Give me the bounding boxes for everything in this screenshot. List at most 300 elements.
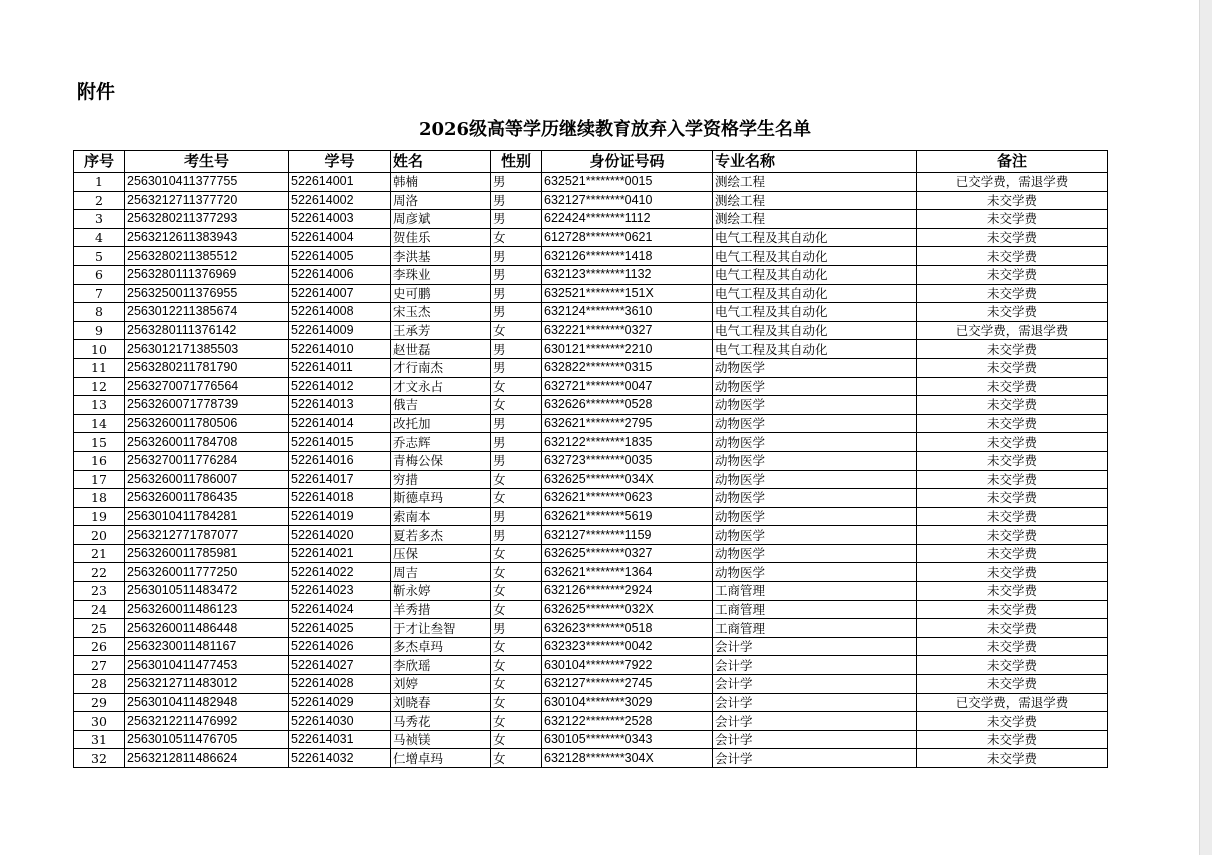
gender-cell: 男 xyxy=(491,265,542,284)
student-id-cell: 522614010 xyxy=(289,340,391,359)
exam-number-cell: 2563250011376955 xyxy=(125,284,289,303)
table-row xyxy=(74,247,1108,266)
gender-cell: 男 xyxy=(491,433,542,452)
id-card-cell: 632626********0528 xyxy=(542,396,713,415)
exam-number-cell: 2563212711483012 xyxy=(125,675,289,694)
gender-cell: 男 xyxy=(491,340,542,359)
name-cell: 乔志辉 xyxy=(391,433,491,452)
major-cell: 会计学 xyxy=(713,637,917,656)
remark-cell: 未交学费 xyxy=(917,414,1108,433)
exam-number-cell: 2563260011486448 xyxy=(125,619,289,638)
id-card-cell: 630105********0343 xyxy=(542,730,713,749)
gender-cell: 女 xyxy=(491,582,542,601)
id-card-cell: 632621********2795 xyxy=(542,414,713,433)
remark-cell: 未交学费 xyxy=(917,563,1108,582)
exam-number-cell: 2563260011786435 xyxy=(125,489,289,508)
row-number-cell: 21 xyxy=(74,544,125,563)
table-row xyxy=(74,173,1108,192)
student-id-cell: 522614024 xyxy=(289,600,391,619)
exam-number-cell: 2563270071776564 xyxy=(125,377,289,396)
major-cell: 会计学 xyxy=(713,712,917,731)
name-cell: 周彦斌 xyxy=(391,210,491,229)
row-number-cell: 9 xyxy=(74,321,125,340)
exam-number-cell: 2563212711377720 xyxy=(125,191,289,210)
table-body xyxy=(74,173,1108,768)
major-cell: 电气工程及其自动化 xyxy=(713,284,917,303)
row-number-cell: 8 xyxy=(74,303,125,322)
gender-cell: 男 xyxy=(491,526,542,545)
student-id-cell: 522614003 xyxy=(289,210,391,229)
exam-number-cell: 2563212771787077 xyxy=(125,526,289,545)
document-title: 2026级高等学历继续教育放弃入学资格学生名单 xyxy=(418,119,812,140)
student-id-cell: 522614006 xyxy=(289,265,391,284)
id-card-cell: 632123********1132 xyxy=(542,265,713,284)
exam-number-cell: 2563280111376969 xyxy=(125,265,289,284)
remark-cell: 未交学费 xyxy=(917,712,1108,731)
table-row xyxy=(74,712,1108,731)
major-cell: 动物医学 xyxy=(713,544,917,563)
name-cell: 压保 xyxy=(391,544,491,563)
row-number-cell: 7 xyxy=(74,284,125,303)
exam-number-cell: 2563270011776284 xyxy=(125,451,289,470)
id-card-cell: 632621********0623 xyxy=(542,489,713,508)
gender-cell: 女 xyxy=(491,656,542,675)
gender-cell: 男 xyxy=(491,451,542,470)
table-row xyxy=(74,321,1108,340)
student-id-cell: 522614023 xyxy=(289,582,391,601)
header-cell: 序号 xyxy=(74,151,125,173)
header-cell: 考生号 xyxy=(125,151,289,173)
remark-cell: 未交学费 xyxy=(917,433,1108,452)
header-cell: 备注 xyxy=(917,151,1108,173)
major-cell: 电气工程及其自动化 xyxy=(713,228,917,247)
major-cell: 工商管理 xyxy=(713,619,917,638)
id-card-cell: 632127********1159 xyxy=(542,526,713,545)
major-cell: 电气工程及其自动化 xyxy=(713,303,917,322)
student-id-cell: 522614013 xyxy=(289,396,391,415)
id-card-cell: 632124********3610 xyxy=(542,303,713,322)
table-row xyxy=(74,526,1108,545)
table-header-row xyxy=(74,151,1108,173)
remark-cell: 未交学费 xyxy=(917,489,1108,508)
student-id-cell: 522614026 xyxy=(289,637,391,656)
name-cell: 青梅公保 xyxy=(391,451,491,470)
exam-number-cell: 2563212211476992 xyxy=(125,712,289,731)
exam-number-cell: 2563010411482948 xyxy=(125,693,289,712)
remark-cell: 未交学费 xyxy=(917,470,1108,489)
student-id-cell: 522614016 xyxy=(289,451,391,470)
name-cell: 俄吉 xyxy=(391,396,491,415)
name-cell: 赵世磊 xyxy=(391,340,491,359)
table-row xyxy=(74,284,1108,303)
name-cell: 周洛 xyxy=(391,191,491,210)
name-cell: 李珠业 xyxy=(391,265,491,284)
student-id-cell: 522614011 xyxy=(289,358,391,377)
name-cell: 才行南杰 xyxy=(391,358,491,377)
major-cell: 工商管理 xyxy=(713,582,917,601)
header-cell: 专业名称 xyxy=(713,151,917,173)
id-card-cell: 632221********0327 xyxy=(542,321,713,340)
id-card-cell: 632623********0518 xyxy=(542,619,713,638)
exam-number-cell: 2563260011780506 xyxy=(125,414,289,433)
major-cell: 会计学 xyxy=(713,749,917,768)
remark-cell: 未交学费 xyxy=(917,191,1108,210)
student-id-cell: 522614015 xyxy=(289,433,391,452)
name-cell: 马祯镁 xyxy=(391,730,491,749)
name-cell: 夏若多杰 xyxy=(391,526,491,545)
row-number-cell: 26 xyxy=(74,637,125,656)
student-id-cell: 522614020 xyxy=(289,526,391,545)
gender-cell: 女 xyxy=(491,563,542,582)
student-id-cell: 522614025 xyxy=(289,619,391,638)
major-cell: 电气工程及其自动化 xyxy=(713,265,917,284)
remark-cell: 已交学费，需退学费 xyxy=(917,693,1108,712)
remark-cell: 未交学费 xyxy=(917,265,1108,284)
gender-cell: 女 xyxy=(491,470,542,489)
exam-number-cell: 2563260011785981 xyxy=(125,544,289,563)
row-number-cell: 28 xyxy=(74,675,125,694)
table-row xyxy=(74,507,1108,526)
name-cell: 韩楠 xyxy=(391,173,491,192)
table-row xyxy=(74,451,1108,470)
row-number-cell: 31 xyxy=(74,730,125,749)
gender-cell: 女 xyxy=(491,749,542,768)
remark-cell: 未交学费 xyxy=(917,340,1108,359)
id-card-cell: 632127********0410 xyxy=(542,191,713,210)
name-cell: 靳永婷 xyxy=(391,582,491,601)
id-card-cell: 632122********1835 xyxy=(542,433,713,452)
major-cell: 会计学 xyxy=(713,693,917,712)
table-row xyxy=(74,749,1108,768)
name-cell: 周吉 xyxy=(391,563,491,582)
major-cell: 会计学 xyxy=(713,656,917,675)
attachment-heading: 附件 xyxy=(77,81,116,103)
exam-number-cell: 2563280111376142 xyxy=(125,321,289,340)
student-id-cell: 522614017 xyxy=(289,470,391,489)
row-number-cell: 11 xyxy=(74,358,125,377)
major-cell: 动物医学 xyxy=(713,563,917,582)
student-id-cell: 522614029 xyxy=(289,693,391,712)
gender-cell: 女 xyxy=(491,544,542,563)
exam-number-cell: 2563012211385674 xyxy=(125,303,289,322)
major-cell: 动物医学 xyxy=(713,433,917,452)
major-cell: 动物医学 xyxy=(713,489,917,508)
id-card-cell: 632721********0047 xyxy=(542,377,713,396)
table-row xyxy=(74,563,1108,582)
id-card-cell: 630104********3029 xyxy=(542,693,713,712)
name-cell: 史可鹏 xyxy=(391,284,491,303)
major-cell: 会计学 xyxy=(713,730,917,749)
exam-number-cell: 2563012171385503 xyxy=(125,340,289,359)
student-id-cell: 522614028 xyxy=(289,675,391,694)
remark-cell: 未交学费 xyxy=(917,600,1108,619)
id-card-cell: 632621********1364 xyxy=(542,563,713,582)
remark-cell: 未交学费 xyxy=(917,656,1108,675)
remark-cell: 未交学费 xyxy=(917,544,1108,563)
major-cell: 工商管理 xyxy=(713,600,917,619)
gender-cell: 男 xyxy=(491,210,542,229)
row-number-cell: 16 xyxy=(74,451,125,470)
row-number-cell: 18 xyxy=(74,489,125,508)
remark-cell: 已交学费，需退学费 xyxy=(917,173,1108,192)
exam-number-cell: 2563010411784281 xyxy=(125,507,289,526)
row-number-cell: 6 xyxy=(74,265,125,284)
student-id-cell: 522614008 xyxy=(289,303,391,322)
id-card-cell: 632625********032X xyxy=(542,600,713,619)
row-number-cell: 23 xyxy=(74,582,125,601)
name-cell: 羊秀措 xyxy=(391,600,491,619)
table-row xyxy=(74,489,1108,508)
row-number-cell: 24 xyxy=(74,600,125,619)
table-row xyxy=(74,303,1108,322)
name-cell: 李洪基 xyxy=(391,247,491,266)
name-cell: 多杰卓玛 xyxy=(391,637,491,656)
name-cell: 李欣瑶 xyxy=(391,656,491,675)
remark-cell: 未交学费 xyxy=(917,396,1108,415)
major-cell: 电气工程及其自动化 xyxy=(713,340,917,359)
exam-number-cell: 2563260071778739 xyxy=(125,396,289,415)
gender-cell: 男 xyxy=(491,303,542,322)
student-id-cell: 522614019 xyxy=(289,507,391,526)
id-card-cell: 630104********7922 xyxy=(542,656,713,675)
table-row xyxy=(74,433,1108,452)
name-cell: 改托加 xyxy=(391,414,491,433)
id-card-cell: 632128********304X xyxy=(542,749,713,768)
exam-number-cell: 2563260011786007 xyxy=(125,470,289,489)
name-cell: 马秀花 xyxy=(391,712,491,731)
table-row xyxy=(74,730,1108,749)
exam-number-cell: 2563010411477453 xyxy=(125,656,289,675)
name-cell: 才文永占 xyxy=(391,377,491,396)
major-cell: 电气工程及其自动化 xyxy=(713,321,917,340)
header-cell: 性别 xyxy=(491,151,542,173)
name-cell: 刘晓春 xyxy=(391,693,491,712)
id-card-cell: 632723********0035 xyxy=(542,451,713,470)
table-row xyxy=(74,582,1108,601)
exam-number-cell: 2563212811486624 xyxy=(125,749,289,768)
student-id-cell: 522614018 xyxy=(289,489,391,508)
remark-cell: 未交学费 xyxy=(917,210,1108,229)
id-card-cell: 632822********0315 xyxy=(542,358,713,377)
gender-cell: 女 xyxy=(491,693,542,712)
exam-number-cell: 2563010511483472 xyxy=(125,582,289,601)
gender-cell: 男 xyxy=(491,414,542,433)
row-number-cell: 14 xyxy=(74,414,125,433)
gender-cell: 男 xyxy=(491,284,542,303)
remark-cell: 未交学费 xyxy=(917,582,1108,601)
row-number-cell: 20 xyxy=(74,526,125,545)
table-row xyxy=(74,619,1108,638)
remark-cell: 未交学费 xyxy=(917,377,1108,396)
gender-cell: 男 xyxy=(491,173,542,192)
name-cell: 宋玉杰 xyxy=(391,303,491,322)
id-card-cell: 632625********034X xyxy=(542,470,713,489)
id-card-cell: 632625********0327 xyxy=(542,544,713,563)
major-cell: 测绘工程 xyxy=(713,191,917,210)
name-cell: 于才让叁智 xyxy=(391,619,491,638)
name-cell: 索南本 xyxy=(391,507,491,526)
remark-cell: 未交学费 xyxy=(917,247,1108,266)
table-row xyxy=(74,470,1108,489)
major-cell: 动物医学 xyxy=(713,396,917,415)
gender-cell: 女 xyxy=(491,396,542,415)
id-card-cell: 632122********2528 xyxy=(542,712,713,731)
row-number-cell: 29 xyxy=(74,693,125,712)
remark-cell: 未交学费 xyxy=(917,284,1108,303)
gender-cell: 男 xyxy=(491,191,542,210)
major-cell: 动物医学 xyxy=(713,451,917,470)
student-list-table xyxy=(73,150,1108,768)
remark-cell: 未交学费 xyxy=(917,358,1108,377)
row-number-cell: 5 xyxy=(74,247,125,266)
row-number-cell: 17 xyxy=(74,470,125,489)
id-card-cell: 622424********1112 xyxy=(542,210,713,229)
student-id-cell: 522614031 xyxy=(289,730,391,749)
student-id-cell: 522614005 xyxy=(289,247,391,266)
exam-number-cell: 2563212611383943 xyxy=(125,228,289,247)
table-row xyxy=(74,544,1108,563)
name-cell: 斯德卓玛 xyxy=(391,489,491,508)
student-id-cell: 522614021 xyxy=(289,544,391,563)
student-id-cell: 522614001 xyxy=(289,173,391,192)
student-id-cell: 522614009 xyxy=(289,321,391,340)
id-card-cell: 632621********5619 xyxy=(542,507,713,526)
id-card-cell: 632521********151X xyxy=(542,284,713,303)
table-row xyxy=(74,340,1108,359)
id-card-cell: 632521********0015 xyxy=(542,173,713,192)
table-row xyxy=(74,377,1108,396)
row-number-cell: 27 xyxy=(74,656,125,675)
table-row xyxy=(74,210,1108,229)
major-cell: 电气工程及其自动化 xyxy=(713,247,917,266)
row-number-cell: 2 xyxy=(74,191,125,210)
gender-cell: 女 xyxy=(491,600,542,619)
major-cell: 测绘工程 xyxy=(713,173,917,192)
exam-number-cell: 2563230011481167 xyxy=(125,637,289,656)
row-number-cell: 4 xyxy=(74,228,125,247)
name-cell: 仁增卓玛 xyxy=(391,749,491,768)
row-number-cell: 13 xyxy=(74,396,125,415)
gender-cell: 女 xyxy=(491,730,542,749)
remark-cell: 未交学费 xyxy=(917,451,1108,470)
row-number-cell: 22 xyxy=(74,563,125,582)
gender-cell: 女 xyxy=(491,637,542,656)
row-number-cell: 15 xyxy=(74,433,125,452)
row-number-cell: 32 xyxy=(74,749,125,768)
table-row xyxy=(74,228,1108,247)
exam-number-cell: 2563280211385512 xyxy=(125,247,289,266)
major-cell: 动物医学 xyxy=(713,377,917,396)
student-id-cell: 522614012 xyxy=(289,377,391,396)
remark-cell: 未交学费 xyxy=(917,526,1108,545)
major-cell: 动物医学 xyxy=(713,507,917,526)
student-id-cell: 522614022 xyxy=(289,563,391,582)
table-row xyxy=(74,191,1108,210)
row-number-cell: 19 xyxy=(74,507,125,526)
student-id-cell: 522614014 xyxy=(289,414,391,433)
remark-cell: 未交学费 xyxy=(917,303,1108,322)
major-cell: 动物医学 xyxy=(713,526,917,545)
row-number-cell: 1 xyxy=(74,173,125,192)
header-cell: 学号 xyxy=(289,151,391,173)
remark-cell: 未交学费 xyxy=(917,637,1108,656)
name-cell: 王承芳 xyxy=(391,321,491,340)
exam-number-cell: 2563010411377755 xyxy=(125,173,289,192)
gender-cell: 女 xyxy=(491,228,542,247)
student-id-cell: 522614007 xyxy=(289,284,391,303)
row-number-cell: 12 xyxy=(74,377,125,396)
header-cell: 身份证号码 xyxy=(542,151,713,173)
remark-cell: 未交学费 xyxy=(917,228,1108,247)
name-cell: 贺佳乐 xyxy=(391,228,491,247)
gender-cell: 女 xyxy=(491,321,542,340)
table-row xyxy=(74,656,1108,675)
gender-cell: 男 xyxy=(491,358,542,377)
gender-cell: 女 xyxy=(491,489,542,508)
id-card-cell: 632323********0042 xyxy=(542,637,713,656)
remark-cell: 未交学费 xyxy=(917,675,1108,694)
remark-cell: 未交学费 xyxy=(917,619,1108,638)
gender-cell: 男 xyxy=(491,619,542,638)
remark-cell: 未交学费 xyxy=(917,730,1108,749)
id-card-cell: 632126********1418 xyxy=(542,247,713,266)
row-number-cell: 30 xyxy=(74,712,125,731)
exam-number-cell: 2563280211781790 xyxy=(125,358,289,377)
table-row xyxy=(74,637,1108,656)
remark-cell: 未交学费 xyxy=(917,749,1108,768)
exam-number-cell: 2563260011777250 xyxy=(125,563,289,582)
gender-cell: 女 xyxy=(491,712,542,731)
gender-cell: 女 xyxy=(491,675,542,694)
header-cell: 姓名 xyxy=(391,151,491,173)
exam-number-cell: 2563260011486123 xyxy=(125,600,289,619)
exam-number-cell: 2563280211377293 xyxy=(125,210,289,229)
gender-cell: 男 xyxy=(491,247,542,266)
student-id-cell: 522614027 xyxy=(289,656,391,675)
table-row xyxy=(74,414,1108,433)
major-cell: 会计学 xyxy=(713,675,917,694)
id-card-cell: 630121********2210 xyxy=(542,340,713,359)
exam-number-cell: 2563010511476705 xyxy=(125,730,289,749)
table-row xyxy=(74,358,1108,377)
student-id-cell: 522614002 xyxy=(289,191,391,210)
table-row xyxy=(74,396,1108,415)
table-row xyxy=(74,265,1108,284)
student-id-cell: 522614032 xyxy=(289,749,391,768)
table-row xyxy=(74,600,1108,619)
row-number-cell: 10 xyxy=(74,340,125,359)
name-cell: 刘婷 xyxy=(391,675,491,694)
table-row xyxy=(74,693,1108,712)
table-row xyxy=(74,675,1108,694)
remark-cell: 未交学费 xyxy=(917,507,1108,526)
row-number-cell: 3 xyxy=(74,210,125,229)
student-id-cell: 522614004 xyxy=(289,228,391,247)
id-card-cell: 632127********2745 xyxy=(542,675,713,694)
remark-cell: 已交学费，需退学费 xyxy=(917,321,1108,340)
major-cell: 动物医学 xyxy=(713,470,917,489)
major-cell: 测绘工程 xyxy=(713,210,917,229)
major-cell: 动物医学 xyxy=(713,414,917,433)
id-card-cell: 612728********0621 xyxy=(542,228,713,247)
exam-number-cell: 2563260011784708 xyxy=(125,433,289,452)
gender-cell: 女 xyxy=(491,377,542,396)
major-cell: 动物医学 xyxy=(713,358,917,377)
id-card-cell: 632126********2924 xyxy=(542,582,713,601)
student-id-cell: 522614030 xyxy=(289,712,391,731)
gender-cell: 男 xyxy=(491,507,542,526)
row-number-cell: 25 xyxy=(74,619,125,638)
